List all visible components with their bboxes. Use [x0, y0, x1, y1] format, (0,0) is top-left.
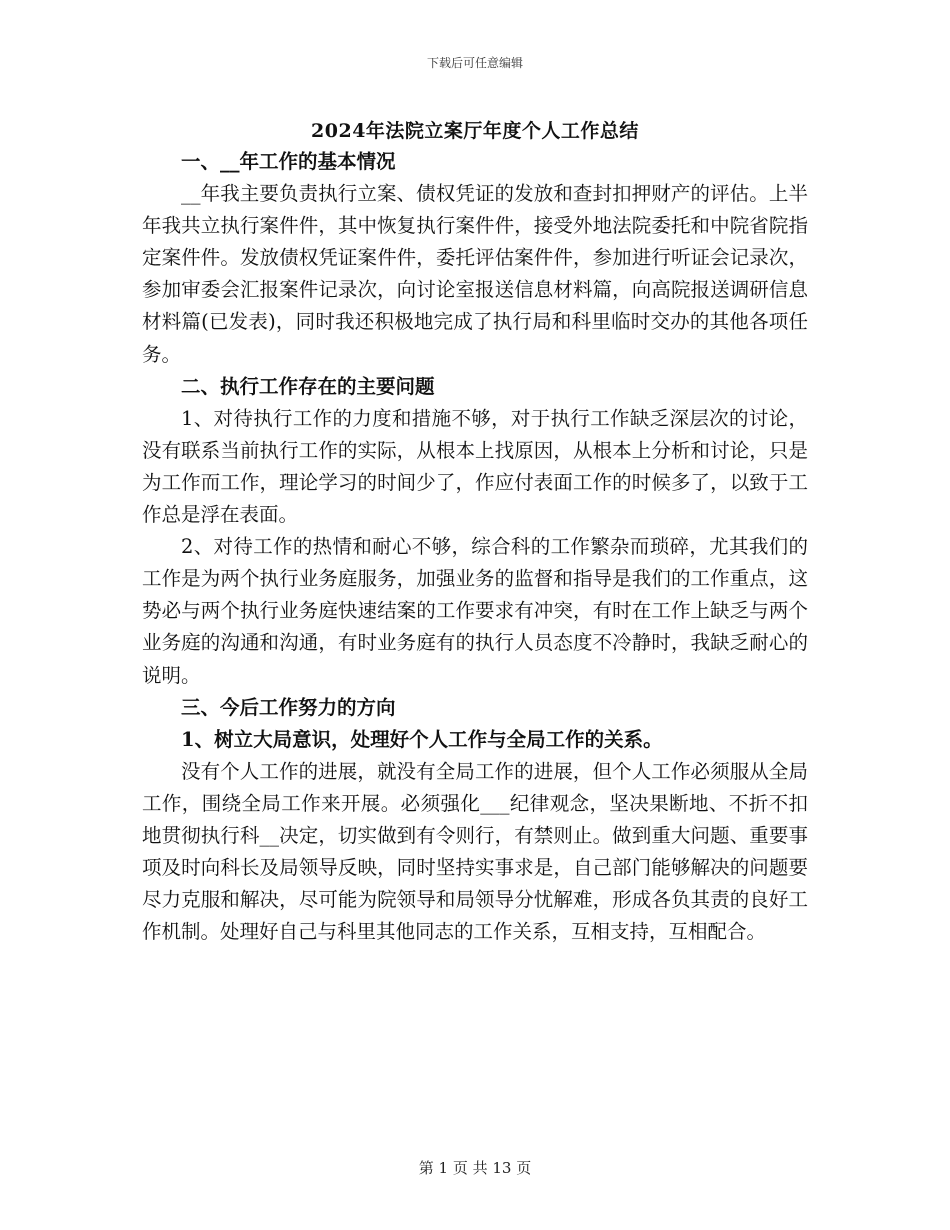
header-note: 下载后可任意编辑: [426, 56, 523, 70]
page-footer: 第 1 页 共 13 页: [418, 1159, 532, 1177]
document-body: [142, 146, 808, 948]
paragraph-basic-situation: __年我主要负责执行立案、债权凭证的发放和查封扣押财产的评估。上半年我共立执行案件件，其中恢复执行案件件，接受外地法院委托和中院省院指定案件件。发放债权凭证案件件，委托评估案件件，参加进行听证会记录次，参加审委会汇报案件记录次，向讨论室报送信息材料篇，向高院报送调研信息材料篇(已发表)，同时我还积极地完成了执行局和科里临时交办的其他各项任务。: [142, 182, 808, 366]
section-heading-future-direction: 三、今后工作努力的方向: [181, 695, 396, 719]
paragraph-problem-1: 1、对待执行工作的力度和措施不够，对于执行工作缺乏深层次的讨论，没有联系当前执行工作的实际，从根本上找原因，从根本上分析和讨论，只是为工作而工作，理论学习的时间少了，作应付表面工作的时候多了，以致于工作总是浮在表面。: [142, 406, 808, 527]
paragraph-overall-awareness: 没有个人工作的进展，就没有全局工作的进展，但个人工作必须服从全局工作，围绕全局工作来开展。必须强化___纪律观念，坚决果断地、不折不扣地贯彻执行科__决定，切实做到有令则行，有禁则止。做到重大问题、重要事项及时向科长及局领导反映，同时坚持实事求是，自己部门能够解决的问题要尽力克服和解决，尽可能为院领导和局领导分忧解难，形成各负其责的良好工作机制。处理好自己与科里其他同志的工作关系，互相支持，互相配合。: [142, 759, 808, 944]
paragraph-problem-2: 2、对待工作的热情和耐心不够，综合科的工作繁杂而琐碎，尤其我们的工作是为两个执行业务庭服务，加强业务的监督和指导是我们的工作重点，这势必与两个执行业务庭快速结案的工作要求有冲突，有时在工作上缺乏与两个业务庭的沟通和沟通，有时业务庭有的执行人员态度不冷静时，我缺乏耐心的说明。: [142, 535, 808, 687]
document-title: 2024年法院立案厅年度个人工作总结: [311, 120, 639, 142]
section-heading-basic-situation: 一、__年工作的基本情况: [181, 150, 396, 173]
section-heading-main-problems: 二、执行工作存在的主要问题: [181, 374, 435, 398]
subheading-overall-awareness: 1、树立大局意识，处理好个人工作与全局工作的关系。: [181, 727, 663, 751]
